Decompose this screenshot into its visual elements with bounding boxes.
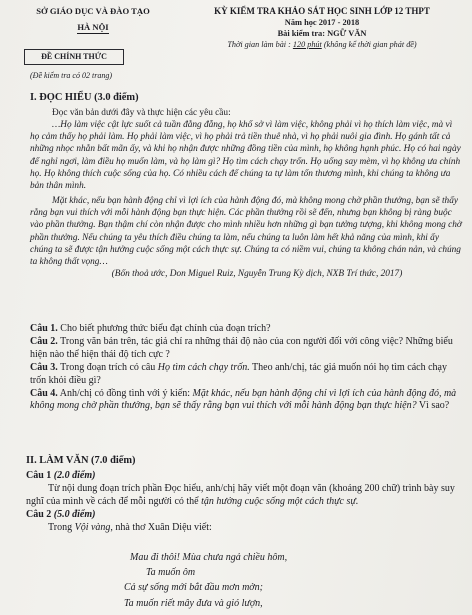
- poem-line-3: Cả sự sống mới bắt đầu mơn mởn;: [124, 582, 263, 593]
- issuer-name: SỞ GIÁO DỤC VÀ ĐÀO TẠO: [36, 6, 150, 16]
- page-count-note: (Đề kiểm tra có 02 trang): [30, 71, 112, 80]
- question-1: Câu 1. Cho biết phương thức biểu đạt chính của đoạn trích?: [30, 323, 271, 334]
- issuer-block: [18, 5, 168, 35]
- poem-line-2: Ta muốn ôm: [146, 567, 196, 578]
- passage-paragraph-2: Mặt khác, nếu bạn hành động chỉ vì lợi ích của hành động đó, mà không mong chờ phần thưởng, bạn sẽ thấy rằng bạn vui thích với mỗi hành động bạn thực hiện. Các phần thưởng rồi sẽ đến, nhưng bạn không bị ràng buộc vào phần thưởng. Bạn thậm chí còn nhận được cho mình nhiều hơn những gì bạn tưởng tượng, khi không mong chờ phần thưởng. Nếu chúng ta yêu thích điều chúng ta làm, nếu chúng ta luôn làm hết khả năng của mình, khi ấy chúng ta sẽ được tận hưởng cuộc sống một cách thực sự. Chúng ta có niềm vui, chúng ta không chán nản, và chúng ta không thất vọng…: [30, 196, 462, 267]
- reading-questions: [30, 323, 462, 413]
- poem-line-1: Mau đi thôi! Mùa chưa ngả chiều hôm,: [130, 552, 288, 563]
- writing-question-1: Từ nội dung đoạn trích phần Đọc hiểu, anh/chị hãy viết một đoạn văn (khoảng 200 chữ) trình bày suy nghĩ của mình về cách để mỗi người có thể tận hưởng cuộc sống một cách thực sự.: [26, 482, 455, 507]
- passage-paragraph-1: …Họ làm việc cật lực suốt cả tuần đằng đẵng, họ khổ sở vì làm việc, không phải vì họ thích làm việc, mà vì họ cảm thấy họ phải làm. Họ phải làm việc, vì họ phải trả tiền thuê nhà, vì họ phải nuôi gia đình. Họ gánh tất cả những nhọc nhằn bất mãn ấy, và khi họ nhận được những đồng tiền của mình, họ không hạnh phúc. Họ có hai ngày để nghỉ ngơi, làm điều họ muốn làm, và họ làm gì? Họ tìm cách chạy trốn. Họ uống say mèm, vì họ không ưa chính họ. Họ không thích cuộc sống của họ. Có nhiều cách để chúng ta tự làm tổn thương mình, khi chúng ta không ưa bản thân mình.: [30, 120, 461, 191]
- exam-subject: Bài kiểm tra: NGỮ VĂN: [277, 29, 367, 38]
- question-2: Câu 2. Trong văn bản trên, tác giả chỉ ra những thái độ nào của con người đối với công việc? Những biểu hiện nào thể hiện thái độ tích cực ?: [30, 335, 453, 360]
- question-3: Câu 3. Trong đoạn trích có câu Họ tìm cách chạy trốn. Theo anh/chị, tác giả muốn nói họ tìm cách chạy trốn khỏi điều gì?: [30, 361, 447, 386]
- writing-question-2-heading: Câu 2 (5.0 điểm): [26, 508, 96, 520]
- exam-duration: 120 phút: [292, 40, 322, 49]
- exam-header: [180, 5, 464, 50]
- writing-question-1-heading: Câu 1 (2.0 điểm): [26, 470, 96, 481]
- exam-title: KỲ KIỂM TRA KHẢO SÁT HỌC SINH LỚP 12 THPT: [214, 6, 430, 16]
- reading-intro: Đọc văn bản dưới đây và thực hiện các yêu cầu:: [52, 108, 231, 118]
- exam-time: Thời gian làm bài : 120 phút (không kể thời gian phát đề): [227, 40, 417, 49]
- poem-line-4: Ta muốn riết mây đưa và gió lượn,: [124, 598, 263, 609]
- question-4: Câu 4. Anh/chị có đồng tình với ý kiến: Mặt khác, nếu bạn hành động chỉ vì lợi ích của hành động đó, mà không mong chờ phần thưởng, bạn sẽ thấy rằng bạn vui thích với mỗi hành động bạn thực hiện? Vì sao?: [30, 387, 457, 412]
- school-year: Năm học 2017 - 2018: [284, 18, 360, 27]
- writing-tasks: [26, 470, 462, 535]
- passage-source: (Bốn thoả ước, Don Miguel Ruiz, Nguyễn Trung Kỳ dịch, NXB Trí thức, 2017): [111, 269, 403, 280]
- writing-question-2: Trong Vội vàng, nhà thơ Xuân Diệu viết:: [48, 521, 212, 533]
- writing-section-heading: II. LÀM VĂN (7.0 điểm): [26, 455, 136, 466]
- issuer-city: HÀ NỘI: [77, 22, 109, 32]
- official-exam-box: ĐỀ CHÍNH THỨC: [24, 49, 124, 65]
- reading-passage: [30, 107, 462, 280]
- reading-section-heading: I. ĐỌC HIỂU (3.0 điểm): [30, 92, 139, 103]
